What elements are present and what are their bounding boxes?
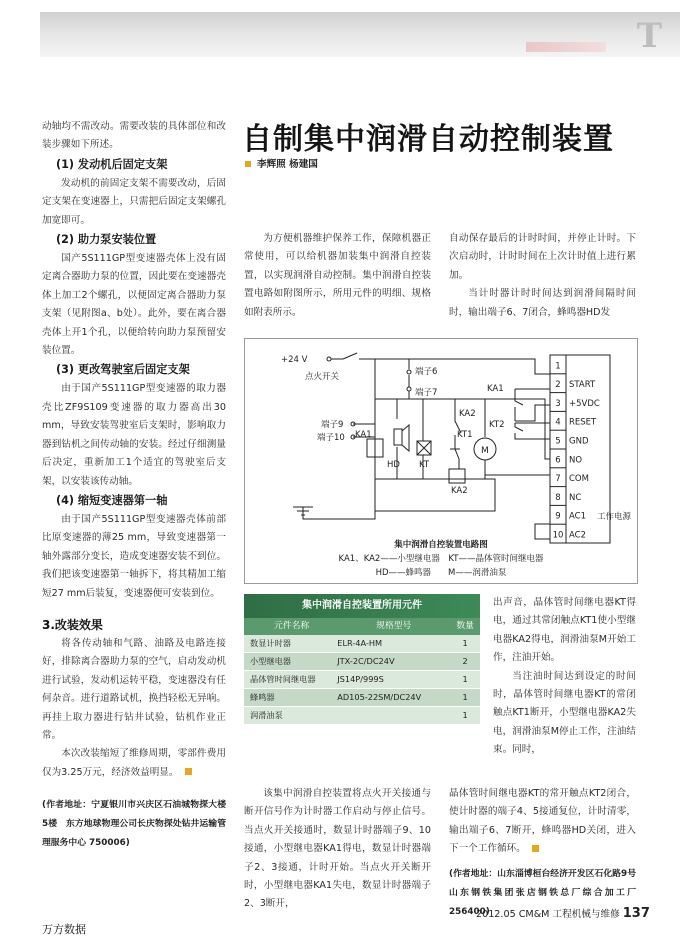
page-number: 137 xyxy=(622,906,650,921)
column-2-bottom xyxy=(244,785,431,914)
table-cell: 数显计时器 xyxy=(250,638,291,648)
table-cell: ELR-4A-HM xyxy=(337,638,383,648)
terminal-name: +5VDC xyxy=(569,398,600,409)
components-table xyxy=(244,594,480,725)
page-header-band xyxy=(40,12,680,57)
table-row xyxy=(244,671,480,689)
column-3-bottom xyxy=(449,785,645,922)
paragraph: 由于国产5S111GP型变速器壳体前部比原变速器的薄25 mm，导致变速器第一轴外露部分变长，造成变速器安装不到位。我们把该变速器第一轴拆下，将其精加工缩短27 mm后装复，变速器便可安装到位。 xyxy=(42,513,226,599)
terminal-number: 5 xyxy=(555,436,561,447)
label-terminal-9: 端子9 xyxy=(321,420,344,430)
table-cell: JTX-2C/DC24V xyxy=(337,656,395,666)
subheading-engine-bracket: (1) 发动机后固定支架 xyxy=(56,157,168,171)
table-cell: AD105-22SM/DC24V xyxy=(337,692,422,702)
terminal-name: COM xyxy=(569,474,589,485)
paragraph xyxy=(42,745,226,782)
end-mark-icon xyxy=(185,768,192,775)
table-cell: 小型继电器 xyxy=(250,656,291,666)
label-kt2: KT2 xyxy=(489,420,505,430)
column-1 xyxy=(42,118,226,853)
section-heading-effect: 3.改装效果 xyxy=(42,617,103,632)
authors-text: 李辉照 杨建国 xyxy=(257,159,318,170)
watermark-text: 万方数据 xyxy=(42,923,86,936)
column-2-top xyxy=(244,230,431,322)
paragraph: 自动保存最后的计时时间，并停止计时。下次启动时，计时时间在上次计时值上进行累加。 xyxy=(449,233,636,281)
terminal-number: 8 xyxy=(555,492,561,503)
paragraph xyxy=(449,785,636,859)
table-cell xyxy=(333,707,450,724)
table-cell: 蜂鸣器 xyxy=(250,692,275,702)
label-motor: M xyxy=(481,446,489,456)
table-cell: 2 xyxy=(462,656,468,666)
table-row xyxy=(244,707,480,725)
label-terminal-10: 端子10 xyxy=(317,433,345,443)
paragraph: 发动机的前固定支架不需要改动，后固定支架在变速器上，只需把后固定支架螺孔加宽即可。 xyxy=(42,177,226,226)
terminal-number: 1 xyxy=(555,361,561,372)
paragraph: 动轴均不需改动。需要改装的具体部位和改装步骤如下所述。 xyxy=(42,121,226,151)
terminal-number: 3 xyxy=(555,398,561,409)
author-bullet xyxy=(245,161,251,167)
column-3-top xyxy=(449,230,636,322)
table-header-name: 元件名称 xyxy=(274,621,310,631)
terminal-name: NC xyxy=(569,492,582,503)
table-row xyxy=(244,635,480,653)
paragraph: 为方便机器维护保养工作，保障机器正常使用，可以给机器加装集中润滑自控装置，以实现润滑自动控制。集中润滑自控装置电路如附图所示，所用元件的明细、规格如附表所示。 xyxy=(244,233,431,318)
label-kt1: KT1 xyxy=(457,430,473,440)
figure-legend-2: HD——蜂鸣器 M——润滑油泵 xyxy=(375,568,507,578)
label-ignition: 点火开关 xyxy=(305,372,340,382)
header-corner-glyph: T xyxy=(636,16,662,56)
label-ka2-coil: KA2 xyxy=(451,486,468,496)
terminal-number: 9 xyxy=(555,511,561,522)
terminal-number: 7 xyxy=(555,474,561,485)
article-title: 自制集中润滑自动控制装置 xyxy=(242,122,614,157)
terminal-number: 6 xyxy=(555,455,561,466)
table-cell: JS14P/999S xyxy=(337,674,384,684)
label-24v: +24 V xyxy=(281,355,308,365)
label-terminal-6: 端子6 xyxy=(415,367,438,377)
table-cell: 润滑油泵 xyxy=(250,710,283,720)
table-cell: 晶体管时间继电器 xyxy=(250,674,316,684)
paragraph: 出声音，晶体管时间继电器KT得电，通过其常闭触点KT1使小型继电器KA2得电，润滑油泵M开始工作，注油开始。 xyxy=(493,597,636,664)
column-3-middle xyxy=(493,594,636,760)
figure-legend-1: KA1、KA2——小型继电器 KT——晶体管时间继电器 xyxy=(338,554,544,564)
terminal-number: 10 xyxy=(552,530,564,541)
terminal-name: GND xyxy=(569,436,589,447)
end-mark-icon xyxy=(532,845,539,852)
table-row xyxy=(244,689,480,707)
table-header-qty: 数量 xyxy=(456,621,474,631)
terminal-number: 2 xyxy=(555,380,561,391)
terminal-name: START xyxy=(569,380,596,391)
table-cell: 1 xyxy=(462,710,468,720)
paragraph: 国产5S111GP型变速器壳体上没有固定离合器助力泵的位置，因此要在变速器壳体上加工2个螺孔，以便固定离合器助力泵支架（见附图a、b处）。此外，要在离合器壳体上开1个孔，以便给转向助力泵预留安装位置。 xyxy=(42,253,226,357)
terminal-number: 4 xyxy=(555,417,561,428)
subheading-pump-position: (2) 助力泵安装位置 xyxy=(56,233,157,247)
authors-line xyxy=(245,156,318,170)
label-hd: HD xyxy=(387,460,400,470)
paragraph: 将各传动轴和气路、油路及电路连接好，排除离合器助力泵的空气，启动发动机进行试验，发动机运转平稳，变速器没有任何杂音。进行道路试机，换挡轻松无异响。再挂上取力器进行钻井试验，钻机作业正常。 xyxy=(42,637,226,741)
author-address: (作者地址：山东淄博桓台经济开发区石化路9号 山东钢铁集团张店钢铁总厂综合加工厂 256400) xyxy=(449,868,645,917)
header-tab xyxy=(526,42,606,52)
table-row xyxy=(244,653,480,671)
subheading-shaft: (4) 缩短变速器第一轴 xyxy=(56,493,168,507)
paragraph: 当注油时间达到设定的时间时，晶体管时间继电器KT的常闭触点KT1断开，小型继电器KA2失电，润滑油泵M停止工作，注油结束。同时， xyxy=(493,670,636,756)
terminal-name: RESET xyxy=(569,417,597,428)
footer-text: 2012.05 CM&M 工程机械与维修 xyxy=(476,909,620,920)
terminal-name: NO xyxy=(569,455,583,466)
paragraph: 由于国产5S111GP型变速器的取力器壳比ZF9S109变速器的取力器高出30 mm，导致安装驾驶室后支架时，影响取力器到钻机之间传动轴的安装。经过仔细测量后决定，重新加工1个适宜的驾驶室后支架，以安装该传动轴。 xyxy=(42,383,226,487)
table-cell: 1 xyxy=(462,674,468,684)
figure-caption: 集中润滑自控装置电路图 xyxy=(394,540,488,550)
paragraph: 当计时器计时时间达到润滑间隔时间时，输出端子6、7闭合，蜂鸣器HD发 xyxy=(449,288,636,318)
label-ka1-coil: KA1 xyxy=(355,430,372,440)
table-cell: 1 xyxy=(462,638,468,648)
paragraph: 该集中润滑自控装置将点火开关接通与断开信号作为计时器工作启动与停止信号。当点火开关接通时，数显计时器端子9、10接通，小型继电器KA1得电，数显计时器端子2、3接通，计时开始。当点火开关断开时，小型继电器KA1失电，数显计时器端子2、3断开， xyxy=(244,788,431,910)
author-address: (作者地址：宁夏银川市兴庆区石油城物探大楼5楼 东方地球物理公司长庆物探处钻井运输管理服务中心 750006) xyxy=(42,800,226,849)
label-power: 工作电源 xyxy=(597,512,632,522)
page-footer xyxy=(476,906,650,921)
subheading-cab-bracket: (3) 更改驾驶室后固定支架 xyxy=(56,363,190,377)
circuit-figure xyxy=(244,338,638,584)
table-header-row xyxy=(244,618,480,635)
table-cell: 1 xyxy=(462,692,468,702)
terminal-name: AC1 xyxy=(569,511,587,522)
label-ka1-contact: KA1 xyxy=(487,384,504,394)
terminal-name: AC2 xyxy=(569,530,587,541)
paragraph-text: 本次改装缩短了维修周期，零部件费用仅为3.25万元，经济效益明显。 xyxy=(42,748,226,778)
circuit-diagram xyxy=(245,339,637,583)
label-terminal-7: 端子7 xyxy=(415,388,438,398)
label-ka2-contact: KA2 xyxy=(459,409,476,419)
label-kt: KT xyxy=(419,460,430,470)
table-header-model: 规格型号 xyxy=(376,621,412,631)
table-title: 集中润滑自控装置所用元件 xyxy=(244,594,480,618)
paragraph-text: 晶体管时间继电器KT的常开触点KT2闭合，使计时器的端子4、5接通复位，计时清零，输出端子6、7断开，蜂鸣器HD关闭，进入下一个工作循环。 xyxy=(449,788,636,855)
